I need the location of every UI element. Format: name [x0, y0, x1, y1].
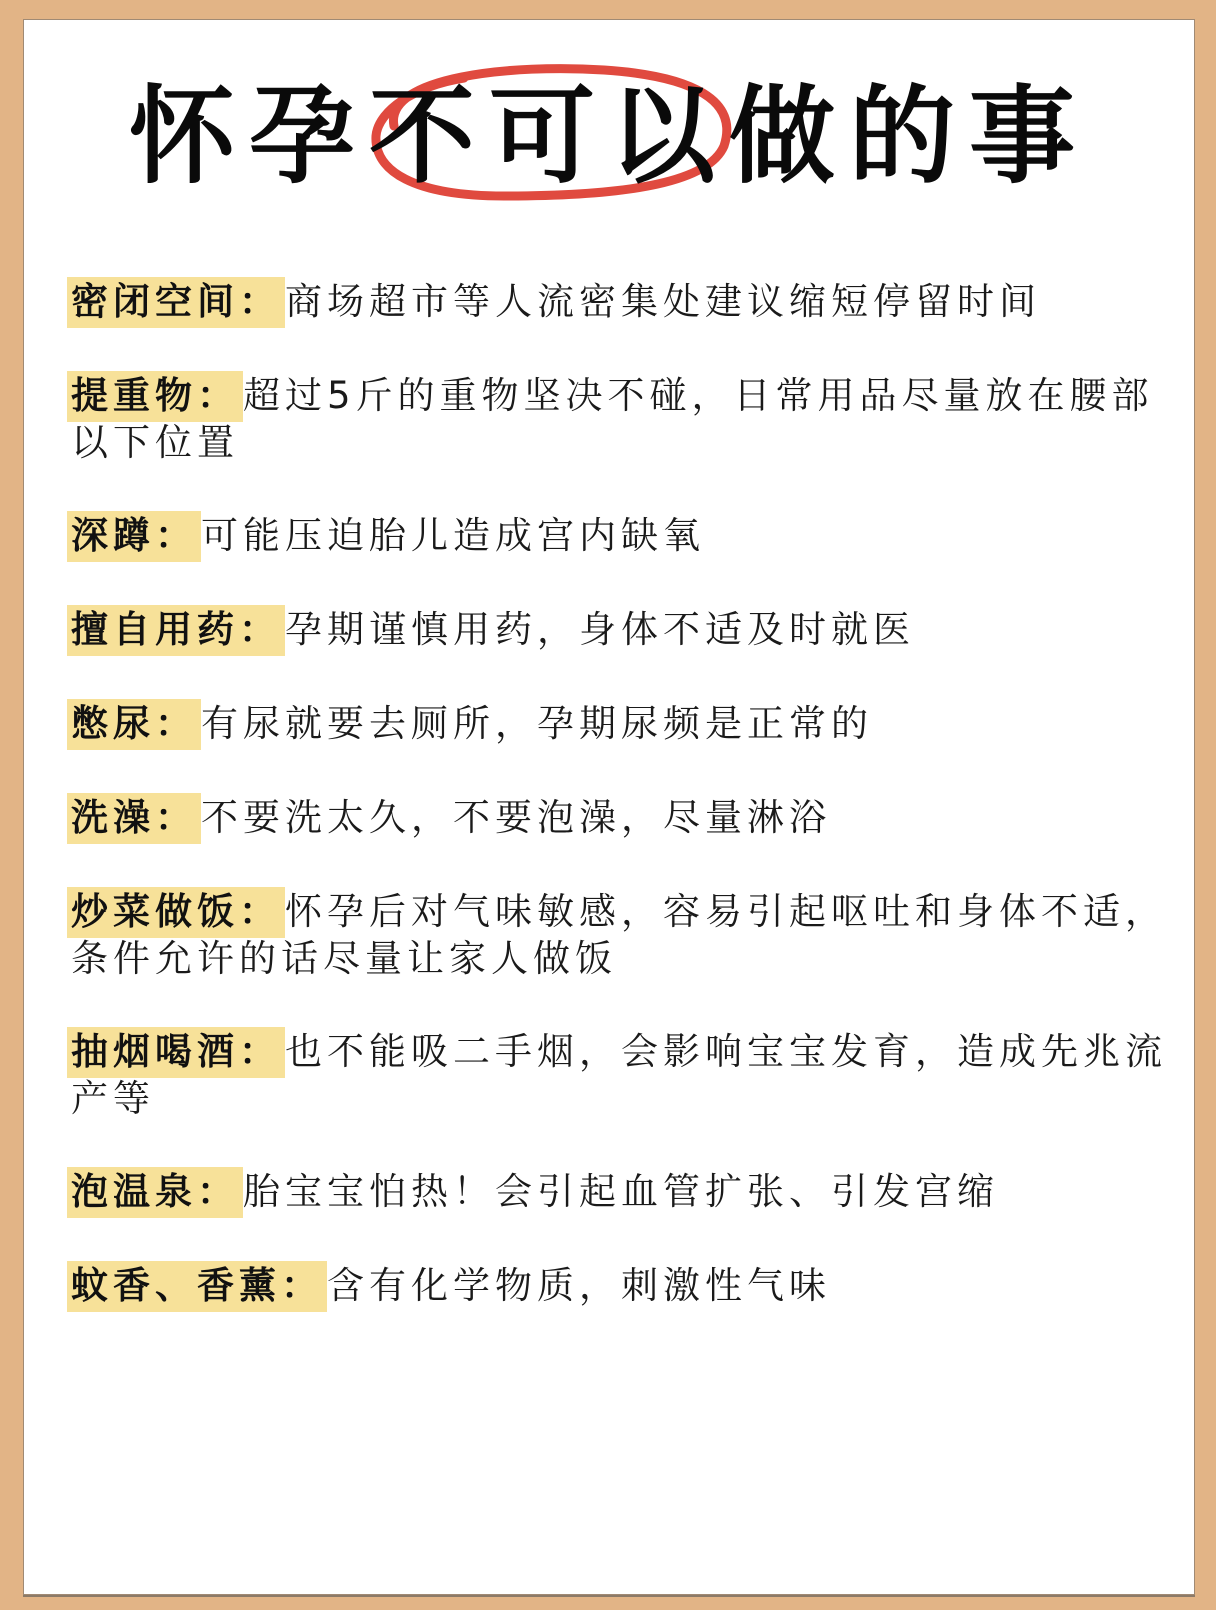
item-text: 孕期谨慎用药，身体不适及时就医 — [285, 608, 915, 651]
page-title: 怀孕不可以做的事 — [129, 75, 1089, 198]
item-label: 泡温泉： — [67, 1167, 243, 1218]
item-text: 超过5斤的重物坚决不碰，日常用品尽量放在腰部以下位置 — [71, 374, 1154, 464]
item-text: 商场超市等人流密集处建议缩短停留时间 — [285, 280, 1041, 323]
item-label: 深蹲： — [67, 511, 201, 562]
item-label: 密闭空间： — [67, 277, 285, 328]
list-item — [71, 794, 1181, 841]
list-item — [71, 606, 1181, 653]
list-item — [71, 1262, 1181, 1309]
list-item — [71, 372, 1181, 466]
content-card — [23, 19, 1195, 1595]
list-item — [71, 512, 1181, 559]
item-label: 提重物： — [67, 371, 243, 422]
item-label: 抽烟喝酒： — [67, 1027, 285, 1078]
item-label: 擅自用药： — [67, 605, 285, 656]
list-item — [71, 1028, 1181, 1122]
item-text: 可能压迫胎儿造成宫内缺氧 — [201, 514, 705, 557]
item-text: 不要洗太久，不要泡澡，尽量淋浴 — [201, 796, 831, 839]
item-label: 憋尿： — [67, 699, 201, 750]
list-item — [71, 278, 1181, 325]
item-label: 洗澡： — [67, 793, 201, 844]
item-text: 有尿就要去厕所，孕期尿频是正常的 — [201, 702, 873, 745]
item-text: 含有化学物质，刺激性气味 — [327, 1264, 831, 1307]
item-label: 蚊香、香薰： — [67, 1261, 327, 1312]
item-text: 怀孕后对气味敏感，容易引起呕吐和身体不适，条件允许的话尽量让家人做饭 — [71, 890, 1167, 980]
item-label: 炒菜做饭： — [67, 887, 285, 938]
item-text: 也不能吸二手烟，会影响宝宝发育，造成先兆流产等 — [71, 1030, 1167, 1120]
item-text: 胎宝宝怕热！会引起血管扩张、引发宫缩 — [243, 1170, 999, 1213]
list-item — [71, 700, 1181, 747]
list-item — [71, 888, 1181, 982]
list-item — [71, 1168, 1181, 1215]
